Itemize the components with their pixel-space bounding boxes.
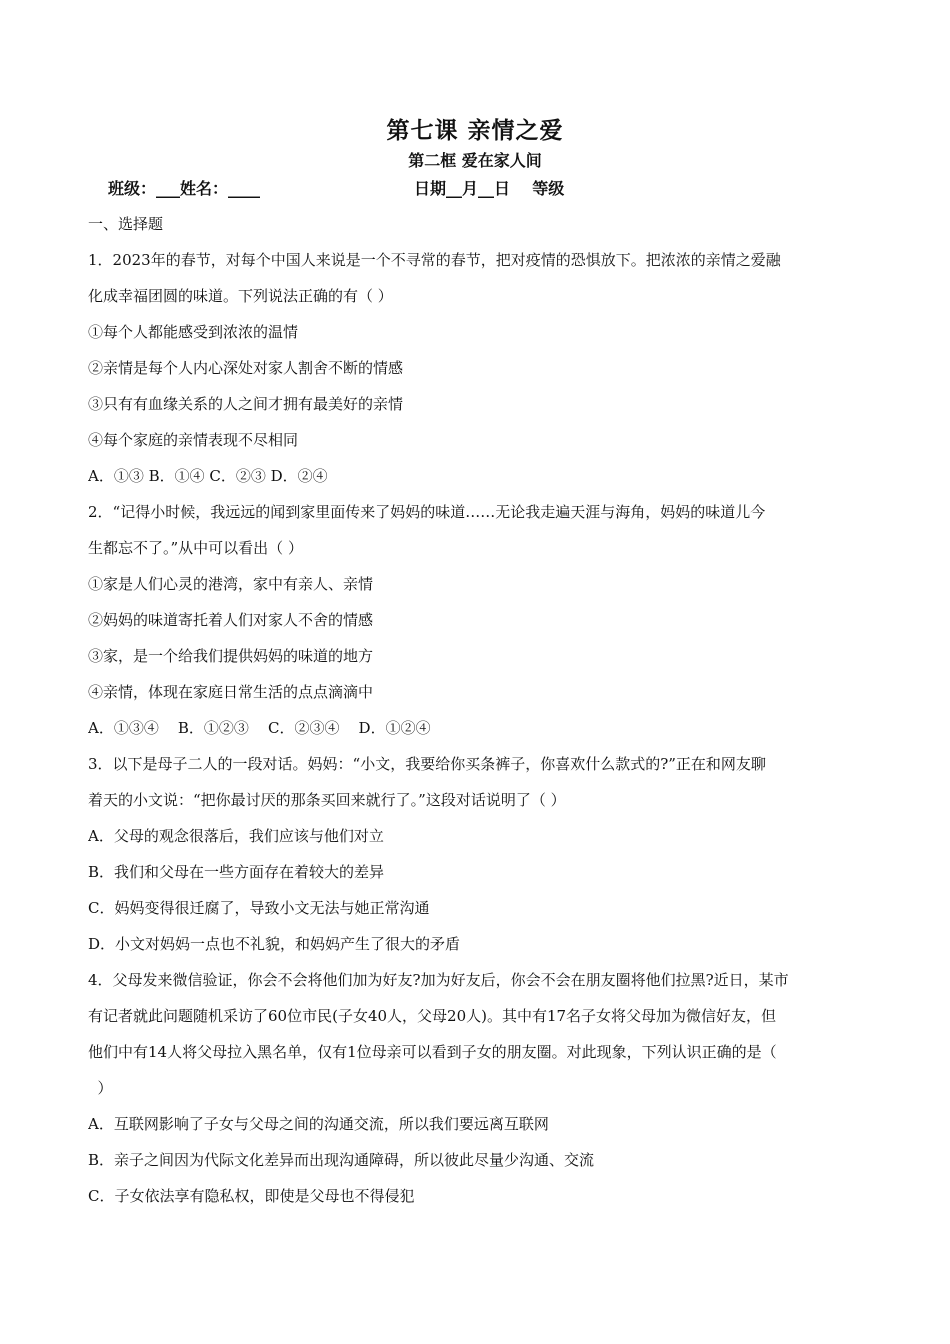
question-content: [88, 206, 864, 1214]
statement: ①每个人都能感受到浓浓的温情: [88, 323, 299, 341]
question-stem-line: 有记者就此问题随机采访了60位市民(子女40人，父母20人)。其中有17名子女将父母加为微信好友，但: [88, 1007, 777, 1025]
lesson-title: 第七课 亲情之爱: [386, 117, 564, 144]
answer-option-c: C．子女依法享有隐私权，即使是父母也不得侵犯: [88, 1187, 415, 1205]
question-stem-line: 他们中有14人将父母拉入黑名单，仅有1位母亲可以看到子女的朋友圈。对此现象，下列认识正确的是（: [88, 1043, 777, 1061]
question-3: [88, 746, 864, 962]
question-stem-line: 生都忘不了。”从中可以看出（ ）: [88, 539, 303, 557]
question-stem-line: 2．“记得小时候，我远远的闻到家里面传来了妈妈的味道……无论我走遍天涯与海角，妈妈的味道儿今: [88, 503, 766, 521]
statement: ③家，是一个给我们提供妈妈的味道的地方: [88, 647, 374, 665]
section-heading: 一、选择题: [88, 215, 164, 233]
answer-option-a: A．互联网影响了子女与父母之间的沟通交流，所以我们要远离互联网: [88, 1115, 549, 1133]
answer-option-b: B．亲子之间因为代际文化差异而出现沟通障碍，所以彼此尽量少沟通、交流: [88, 1151, 595, 1169]
statement: ②亲情是每个人内心深处对家人割舍不断的情感: [88, 359, 404, 377]
answer-option-b: B．我们和父母在一些方面存在着较大的差异: [88, 863, 385, 881]
answer-option-a: A．父母的观念很落后，我们应该与他们对立: [88, 827, 384, 845]
answer-option-c: C．妈妈变得很迁腐了，导致小文无法与她正常沟通: [88, 899, 430, 917]
question-stem-line: 3．以下是母子二人的一段对话。妈妈：“小文，我要给你买条裤子，你喜欢什么款式的?”正在和网友聊: [88, 755, 766, 773]
question-4: [88, 962, 864, 1214]
question-stem-line: 着天的小文说：“把你最讨厌的那条买回来就行了。”这段对话说明了（ ）: [88, 791, 566, 809]
question-2: [88, 494, 864, 746]
student-info-row: [108, 176, 868, 200]
question-stem-line: 1．2023年的春节，对每个中国人来说是一个不寻常的春节，把对疫情的恐惧放下。把浓浓的亲情之爱融: [88, 251, 781, 269]
statement: ②妈妈的味道寄托着人们对家人不舍的情感: [88, 611, 374, 629]
statement: ④亲情，体现在家庭日常生活的点点滴滴中: [88, 683, 374, 701]
statement: ①家是人们心灵的港湾，家中有亲人、亲情: [88, 575, 374, 593]
class-name-field: 班级：___姓名：____: [108, 179, 261, 198]
answer-option-d: D．小文对妈妈一点也不礼貌，和妈妈产生了很大的矛盾: [88, 935, 461, 953]
question-1: [88, 242, 864, 494]
question-stem-line: ）: [88, 1079, 113, 1097]
date-grade-field: 日期__月__日 等级: [414, 179, 565, 198]
answer-options: A．①③④ B．①②③ C．②③④ D．①②④: [88, 719, 431, 737]
lesson-subtitle: 第二框 爱在家人间: [408, 151, 542, 170]
question-stem-line: 4．父母发来微信验证，你会不会将他们加为好友?加为好友后，你会不会在朋友圈将他们拉黑?近日，某市: [88, 971, 789, 989]
question-stem-line: 化成幸福团圆的味道。下列说法正确的有（ ）: [88, 287, 393, 305]
answer-options: A．①③ B．①④ C．②③ D．②④: [88, 467, 328, 485]
statement: ④每个家庭的亲情表现不尽相同: [88, 431, 299, 449]
statement: ③只有有血缘关系的人之间才拥有最美好的亲情: [88, 395, 404, 413]
